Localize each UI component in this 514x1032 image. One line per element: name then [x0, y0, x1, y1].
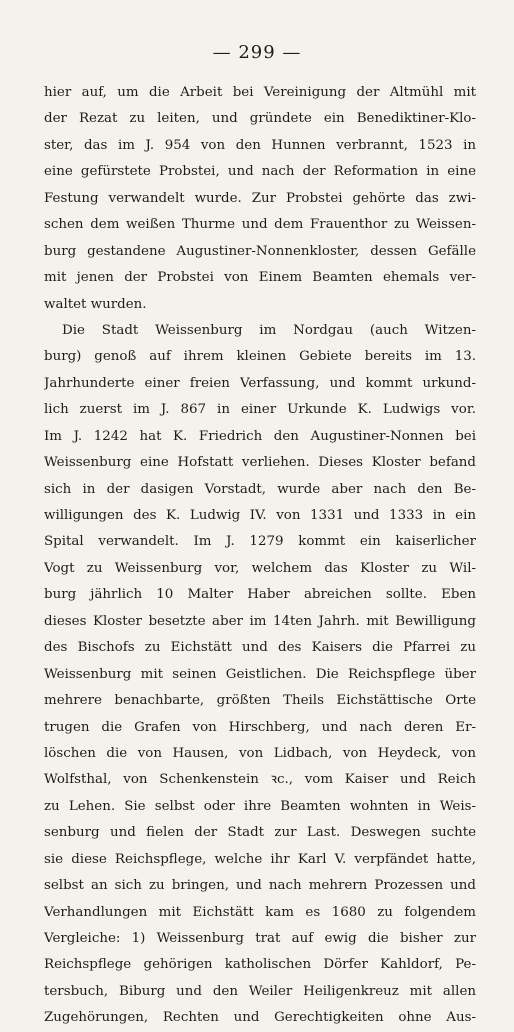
text-line: sie diese Reichspflege, welche ihr Karl V. verpfändet hatte, [44, 851, 476, 867]
text-line: trugen die Grafen von Hirschberg, und nach deren Er- [44, 719, 476, 735]
text-line: Wolfsthal, von Schenkenstein ꝛc., vom Kaiser und Reich [44, 772, 476, 788]
text-line: Reichspflege gehörigen katholischen Dörfer Kahldorf, Pe- [44, 957, 476, 973]
page-number: — 299 — [212, 42, 302, 63]
text-line: tersbuch, Biburg und den Weiler Heiligenkreuz mit allen [44, 983, 476, 999]
text-line: zu Lehen. Sie selbst oder ihre Beamten wohnten in Weis- [44, 798, 476, 814]
body-text [44, 80, 476, 1032]
text-line: burg gestandene Augustiner-Nonnenkloster, dessen Gefälle [44, 243, 476, 259]
text-line: Vergleiche: 1) Weissenburg trat auf ewig die bisher zur [44, 931, 476, 946]
text-line: hier auf, um die Arbeit bei Vereinigung der Altmühl mit [44, 85, 476, 100]
text-line: Jahrhunderte einer freien Verfassung, und kommt urkund- [44, 375, 476, 391]
text-line: willigungen des K. Ludwig IV. von 1331 und 1333 in ein [44, 508, 476, 523]
text-line: dieses Kloster besetzte aber im 14ten Jahrh. mit Bewilligung [44, 613, 476, 629]
text-line: Im J. 1242 hat K. Friedrich den Augustiner-Nonnen bei [44, 428, 476, 444]
text-line: der Rezat zu leiten, und gründete ein Benediktiner-Klo- [44, 111, 476, 127]
text-line: selbst an sich zu bringen, und nach mehrern Prozessen und [44, 878, 476, 894]
text-line: Vogt zu Weissenburg vor, welchem das Kloster zu Wil- [44, 560, 476, 576]
text-line: sich in der dasigen Vorstadt, wurde aber nach den Be- [44, 481, 476, 497]
text-line: des Bischofs zu Eichstätt und des Kaisers die Pfarrei zu [44, 640, 476, 656]
text-line: waltet wurden. [44, 296, 147, 312]
text-line: Zugehörungen, Rechten und Gerechtigkeiten ohne Aus- [44, 1010, 476, 1026]
text-line: ster, das im J. 954 von den Hunnen verbrannt, 1523 in [44, 137, 476, 153]
text-line: löschen die von Hausen, von Lidbach, von Heydeck, von [44, 745, 476, 761]
text-line: mehrere benachbarte, größten Theils Eichstättische Orte [44, 693, 476, 709]
text-line: senburg und fielen der Stadt zur Last. Deswegen suchte [44, 825, 476, 841]
text-line: Verhandlungen mit Eichstätt kam es 1680 zu folgendem [44, 904, 476, 920]
text-line: schen dem weißen Thurme und dem Frauenthor zu Weissen- [44, 217, 476, 233]
text-line: burg) genoß auf ihrem kleinen Gebiete bereits im 13. [44, 349, 476, 365]
text-line: mit jenen der Probstei von Einem Beamten ehemals ver- [44, 270, 476, 286]
text-line: Die Stadt Weissenburg im Nordgau (auch Witzen- [62, 322, 476, 338]
text-line: burg jährlich 10 Malter Haber abreichen sollte. Eben [44, 587, 476, 603]
text-line: Weissenburg eine Hofstatt verliehen. Dieses Kloster befand [44, 455, 476, 471]
text-line: eine gefürstete Probstei, und nach der Reformation in eine [44, 164, 476, 180]
text-line: lich zuerst im J. 867 in einer Urkunde K. Ludwigs vor. [44, 402, 476, 418]
text-line: Weissenburg mit seinen Geistlichen. Die Reichspflege über [44, 666, 476, 682]
text-line: Spital verwandelt. Im J. 1279 kommt ein kaiserlicher [44, 534, 476, 550]
text-line: Festung verwandelt wurde. Zur Probstei gehörte das zwi- [44, 190, 476, 206]
